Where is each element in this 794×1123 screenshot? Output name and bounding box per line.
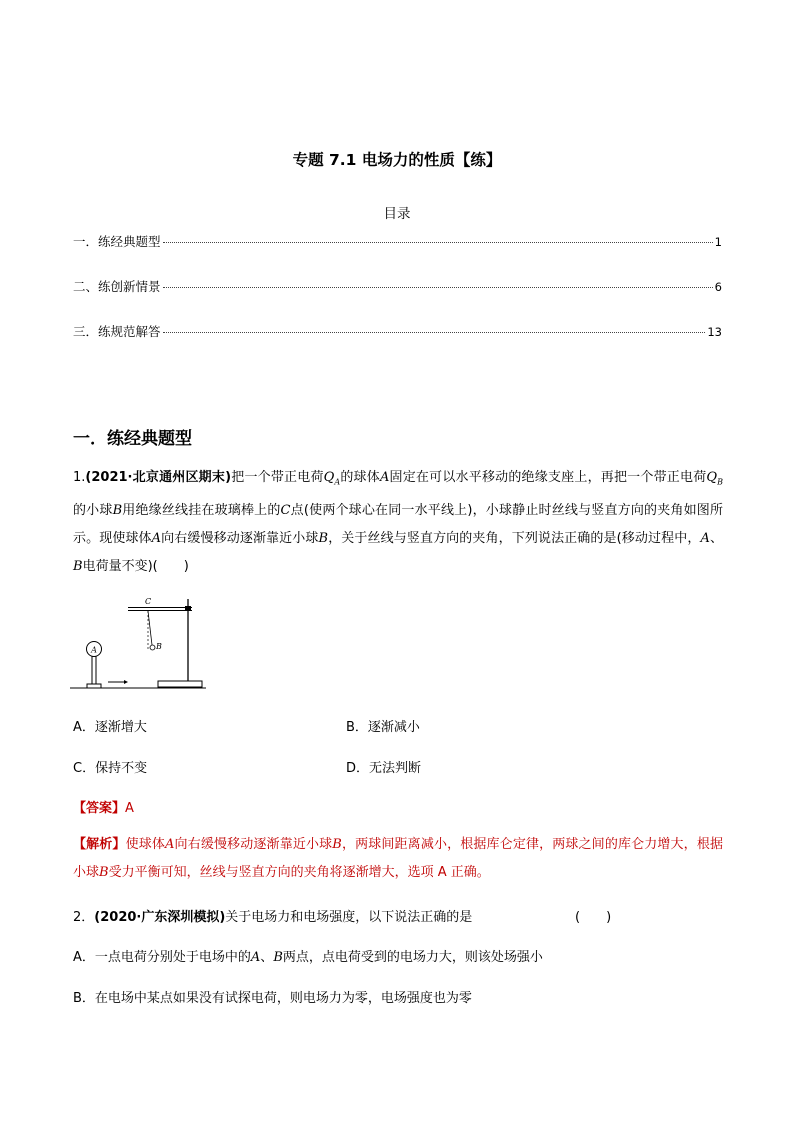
toc-leader xyxy=(163,287,713,288)
toc-entry[interactable] xyxy=(73,232,722,250)
toc-entry[interactable] xyxy=(73,277,722,295)
label-c: C xyxy=(145,597,152,606)
analysis: 【解析】使球体A向右缓慢移动逐渐靠近小球B，两球间距离减小，根据库仑定律，两球之间的库仑力增大，根据小球B受力平衡可知，丝线与竖直方向的夹角将逐渐增大，选项 A 正确。 xyxy=(73,837,723,881)
label-a: A xyxy=(91,645,97,655)
toc-heading: 目录 xyxy=(383,206,411,222)
toc-entry-page: 6 xyxy=(714,280,722,294)
question-1-stem: 1.(2021·北京通州区期末)把一个带正电荷$Q_A$的球体A固定在可以水平移动的绝缘支座上，再把一个带正电荷$Q_B$的小球B用绝缘丝线挂在玻璃棒上的C点(使两个球心在同一水平线上)，小球静止时丝线与竖直方向的夹角如图所示。现使球体A向右缓慢移动逐渐靠近小球B，关于丝线与竖直方向的夹角，下列说法正确的是(移动过程中，A、B电荷量不变)( ) xyxy=(73,470,723,575)
option-c[interactable]: C．保持不变 xyxy=(73,761,148,776)
toc-entry-label: 三．练规范解答 xyxy=(73,324,161,339)
toc-leader xyxy=(163,242,713,243)
q2-option-a[interactable]: A．一点电荷分别处于电场中的A、B两点，点电荷受到的电场力大，则该处场强小 xyxy=(73,950,543,965)
toc-entry-page: 13 xyxy=(707,325,722,339)
retort-base xyxy=(158,681,202,687)
section-heading: 一．练经典题型 xyxy=(73,429,192,449)
page-title: 专题 7.1 电场力的性质【练】 xyxy=(292,151,502,169)
q2-option-b[interactable]: B．在电场中某点如果没有试探电荷，则电场力为零，电场强度也为零 xyxy=(73,991,472,1006)
toc-entry-page: 1 xyxy=(714,235,722,249)
toc-entry-label: 一．练经典题型 xyxy=(73,234,161,249)
question-2-stem: 2．(2020·广东深圳模拟)关于电场力和电场强度，以下说法正确的是 xyxy=(73,910,473,925)
toc-entry-label: 二、练创新情景 xyxy=(73,279,161,294)
stand-base xyxy=(87,684,101,688)
option-a[interactable]: A．逐渐增大 xyxy=(73,720,147,735)
toc-leader xyxy=(163,332,706,333)
question-2-paren: ( ) xyxy=(575,910,612,925)
toc-entry[interactable] xyxy=(73,322,722,340)
thread xyxy=(148,611,152,645)
arrow-head xyxy=(124,680,128,684)
option-d[interactable]: D．无法判断 xyxy=(346,761,422,776)
label-b: B xyxy=(156,642,162,651)
option-b[interactable]: B．逐渐减小 xyxy=(346,720,420,735)
ball-b xyxy=(150,645,155,650)
experiment-figure xyxy=(68,594,208,694)
answer-line: 【答案】A xyxy=(73,801,134,816)
